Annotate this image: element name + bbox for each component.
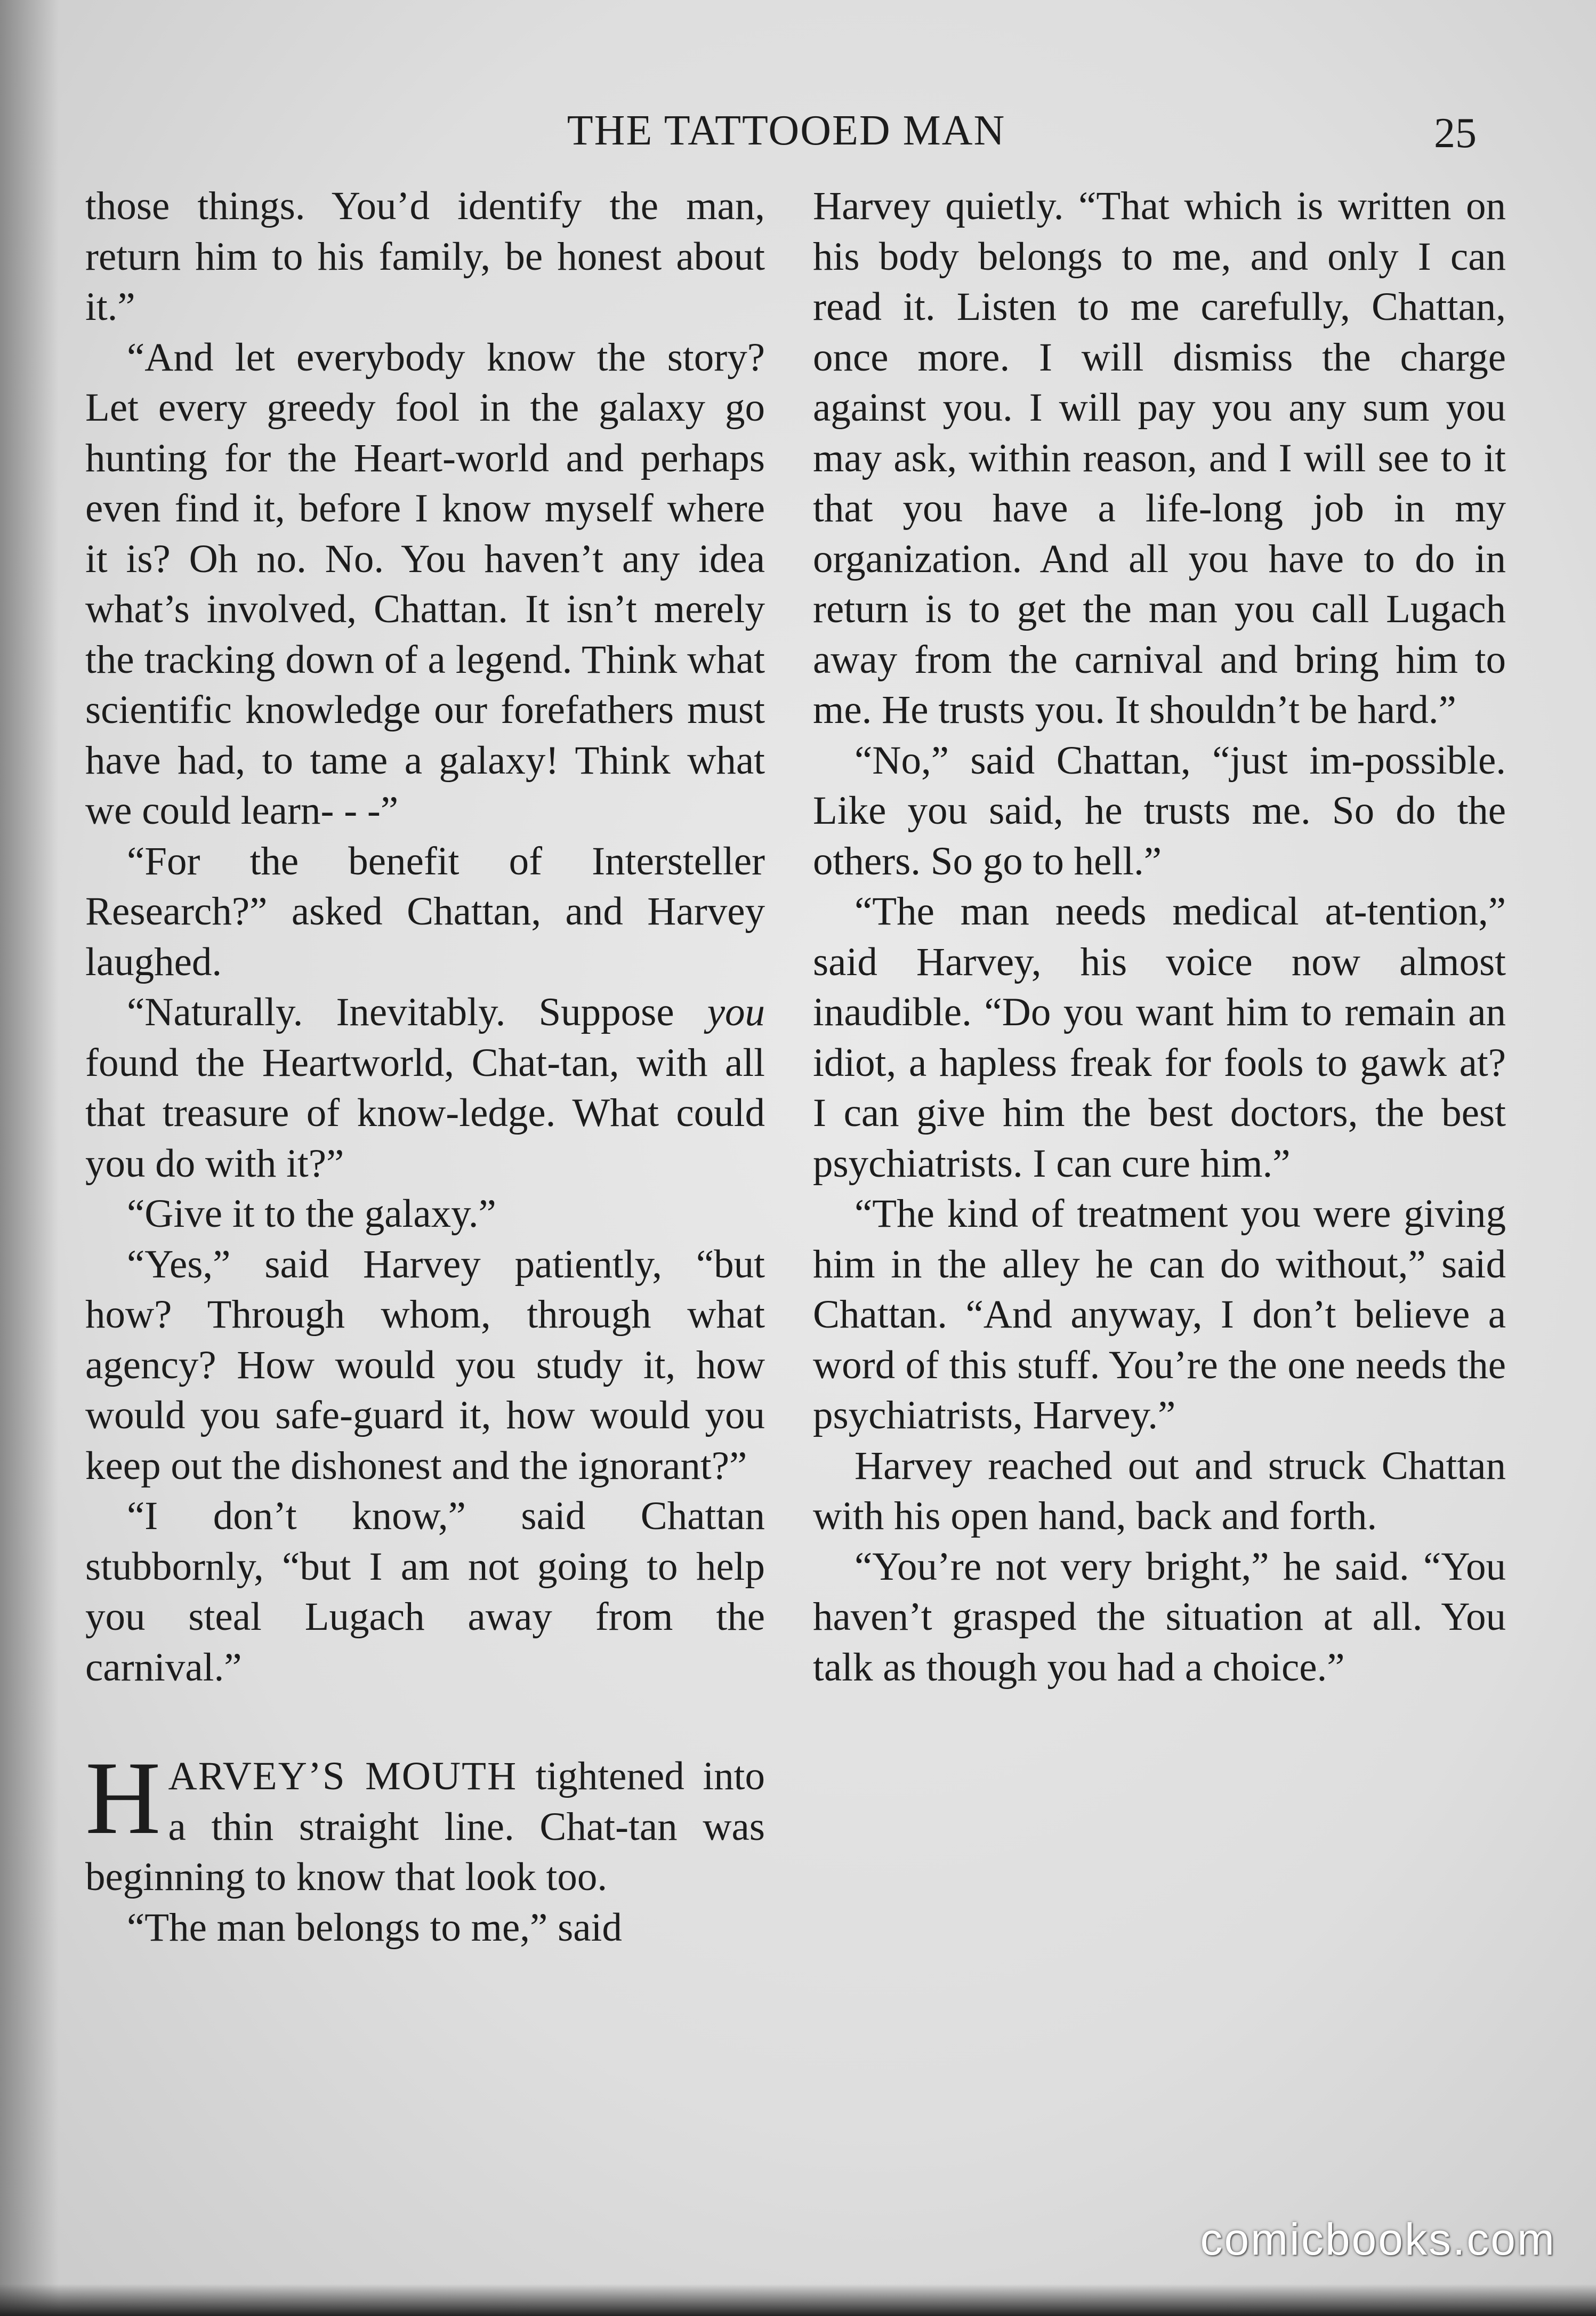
right-column — [813, 181, 1506, 1693]
bottom-edge-shadow — [0, 2284, 1596, 2316]
paragraph: “Yes,” said Harvey patiently, “but how? Through whom, through what agency? How would you study it, how would you safe-guard it, how would you keep out the dishonest and the ignorant?” — [85, 1242, 765, 1488]
paragraph: “I don’t know,” said Chattan stubbornly, “but I am not going to help you steal Lugach away from the carnival.” — [85, 1494, 765, 1690]
paragraph: Harvey reached out and struck Chattan with his open hand, back and forth. — [813, 1443, 1506, 1538]
paragraph: “And let everybody know the story? Let every greedy fool in the galaxy go hunting for the Heart-world and perhaps even find it, before I know myself where it is? Oh no. No. You haven’t any idea what’s involved, Chattan. It isn’t merely the tracking down of a legend. Think what scientific knowledge our forefathers must have had, to tame a galaxy! Think what we could learn- - -” — [85, 335, 765, 833]
drop-cap: H — [85, 1740, 161, 1856]
paragraph — [85, 987, 765, 1189]
paragraph: “For the benefit of Intersteller Research?” asked Chattan, and Harvey laughed. — [85, 839, 765, 984]
emphasis: you — [707, 990, 765, 1034]
section-break — [85, 1693, 765, 1751]
paragraph: “No,” said Chattan, “just im-possible. Like you said, he trusts me. So do the others. So go to hell.” — [813, 738, 1506, 883]
site-watermark: comicbooks.com — [1200, 2214, 1556, 2264]
running-title: THE TATTOOED MAN — [567, 107, 1006, 154]
section-lead-caps: ARVEY’S MOUTH — [168, 1754, 518, 1798]
gutter-shadow — [0, 0, 59, 2316]
paragraph: Harvey quietly. “That which is written on his body belongs to me, and only I can read it. Listen to me carefully, Chattan, once more. I will dismiss the charge against you. I will pay you any sum you may ask, within reason, and I will see to it that you have a life-long job in my organization. And all you have to do in return is to get the man you call Lugach away from the carnival and bring him to me. He trusts you. It shouldn’t be hard.” — [813, 184, 1506, 732]
paragraph-text: “Naturally. Inevitably. Suppose — [127, 990, 707, 1034]
paragraph: “The kind of treatment you were giving him in the alley he can do without,” said Chattan. “And anyway, I don’t believe a word of this stuff. You’re the one needs the psychiatrists, Harvey.” — [813, 1192, 1506, 1437]
paragraph: “The man needs medical at-tention,” said Harvey, his voice now almost inaudible. “Do you want him to remain an idiot, a hapless freak for fools to gawk at? I can give him the best doctors, the best psychiatrists. I can cure him.” — [813, 889, 1506, 1186]
paragraph: “Give it to the galaxy.” — [127, 1192, 496, 1236]
paragraph-text: tightened into a thin straight line. Chat-tan was beginning to know that look too. — [85, 1754, 765, 1899]
section-opening-paragraph — [85, 1740, 765, 1903]
page-number: 25 — [1434, 110, 1477, 157]
paragraph-text: found the Heartworld, Chat-tan, with all that treasure of know-ledge. What could you do with it?” — [85, 1040, 765, 1186]
paragraph: “The man belongs to me,” said — [127, 1905, 622, 1950]
paragraph: those things. You’d identify the man, return him to his family, be honest about it.” — [85, 184, 765, 329]
left-column — [85, 181, 765, 1953]
paragraph: “You’re not very bright,” he said. “You haven’t grasped the situation at all. You talk as though you had a choice.” — [813, 1544, 1506, 1690]
